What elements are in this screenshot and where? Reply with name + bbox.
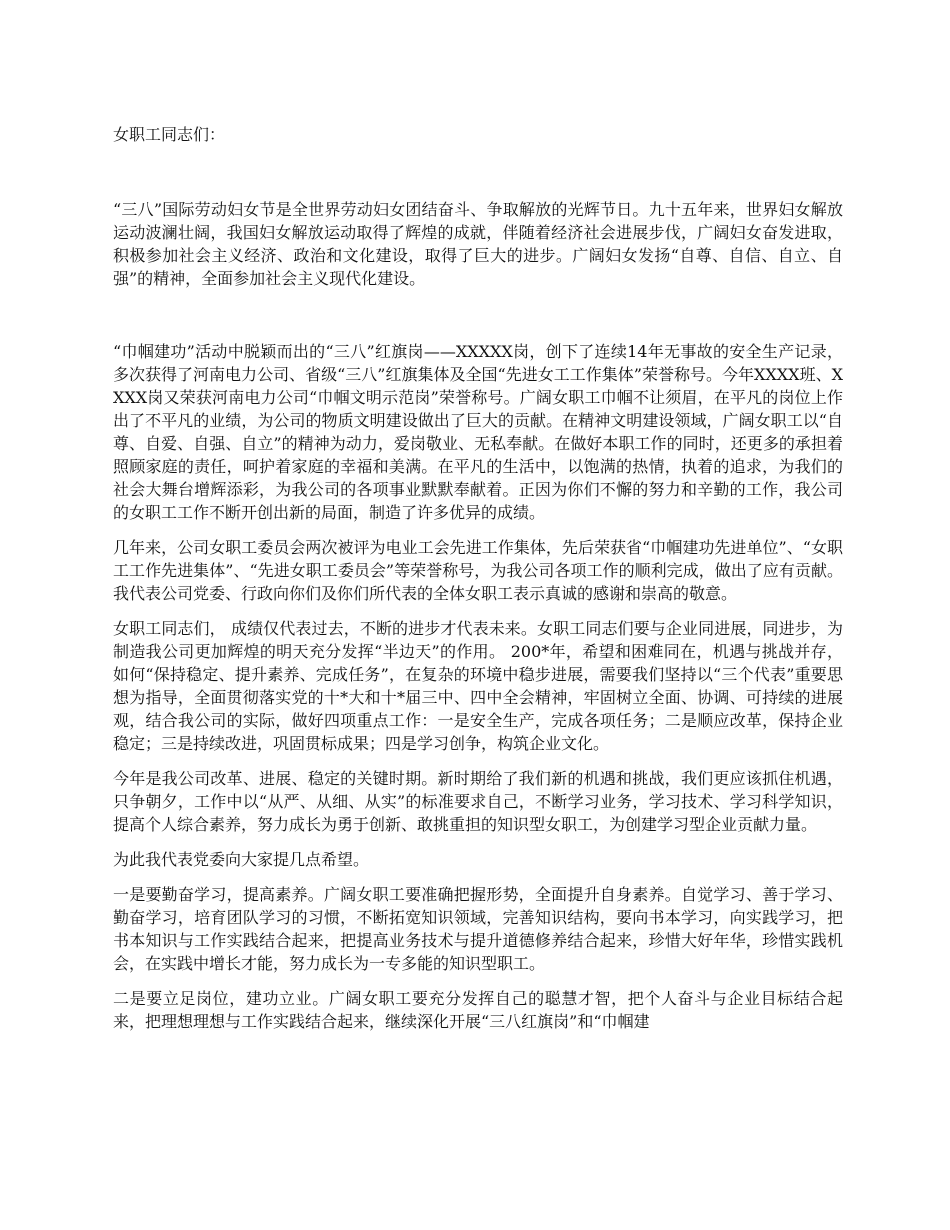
paragraph-hope-post: 二是要立足岗位，建功立业。广阔女职工要充分发挥自己的聪慧才智，把个人奋斗与企业目标结合起来，把理想理想与工作实践结合起来，继续深化开展“三八红旗岗”和“巾帼建: [113, 989, 843, 1031]
paragraph-future-progress: 女职工同志们， 成绩仅代表过去，不断的进步才代表未来。女职工同志们要与企业同进展，同进步，为制造我公司更加辉煌的明天充分发挥“半边天”的作用。 200*年，希望和困难同在，机遇与挑战并存，如何“保持稳定、提升素养、完成任务”，在复杂的环境中稳步进展，需要我们坚持以“三个代表”重要思想为指导，全面贯彻落实党的十*大和十*届三中、四中全会精神，牢固树立全面、协调、可持续的进展观，结合我公司的实际，做好四项重点工作：一是安全生产，完成各项任务；二是顺应改革，保持企业稳定；三是持续改进，巩固贯标成果；四是学习创争，构筑企业文化。: [113, 619, 843, 753]
document-page: [113, 123, 843, 1045]
paragraph-hope-study: 一是要勤奋学习，提高素养。广阔女职工要准确把握形势，全面提升自身素养。自觉学习、善于学习、勤奋学习，培育团队学习的习惯，不断拓宽知识领域，完善知识结构，要向书本学习，向实践学习，把书本知识与工作实践结合起来，把提高业务技术与提升道德修养结合起来，珍惜大好年华，珍惜实践机会，在实践中增长才能，努力成长为一专多能的知识型职工。: [113, 885, 843, 973]
greeting: 女职工同志们：: [113, 125, 226, 144]
paragraph-red-flag-post: “巾帼建功”活动中脱颖而出的“三八”红旗岗——XXXXX岗，创下了连续14年无事故的安全生产记录，多次获得了河南电力公司、省级“三八”红旗集体及全国“先进女工工作集体”荣誉称号。今年XXXX班、XXXX岗又荣获河南电力公司“巾帼文明示范岗”荣誉称号。广阔女职工巾帼不让须眉，在平凡的岗位上作出了不平凡的业绩，为公司的物质文明建设做出了巨大的贡献。在精神文明建设领域，广阔女职工以“自尊、自爱、自强、自立”的精神为动力，爱岗敬业、无私奉献。在做好本职工作的同时，还更多的承担着照顾家庭的责任，呵护着家庭的幸福和美满。在平凡的生活中，以饱满的热情，执着的追求，为我们的社会大舞台增辉添彩，为我公司的各项事业默默奉献着。正因为你们不懈的努力和辛勤的工作，我公司的女职工工作不断开创出新的局面，制造了许多优异的成绩。: [113, 342, 843, 522]
paragraph-womens-day: “三八”国际劳动妇女节是全世界劳动妇女团结奋斗、争取解放的光辉节日。九十五年来，世界妇女解放运动波澜壮阔，我国妇女解放运动取得了辉煌的成就，伴随着经济社会进展步伐，广阔妇女奋发进取，积极参加社会主义经济、政治和文化建设，取得了巨大的进步。广阔妇女发扬“自尊、自信、自立、自强”的精神，全面参加社会主义现代化建设。: [113, 200, 843, 288]
paragraph-hopes-intro: 为此我代表党委向大家提几点希望。: [113, 850, 370, 869]
paragraph-committee-honors: 几年来，公司女职工委员会两次被评为电业工会先进工作集体，先后荣获省“巾帼建功先进单位”、“女职工工作先进集体”、“先进女职工委员会”等荣誉称号，为我公司各项工作的顺利完成，做出了应有贡献。我代表公司党委、行政向你们及你们所代表的全体女职工表示真诚的感谢和崇高的敬意。: [113, 538, 843, 603]
paragraph-key-period: 今年是我公司改革、进展、稳定的关键时期。新时期给了我们新的机遇和挑战，我们更应该抓住机遇，只争朝夕，工作中以“从严、从细、从实”的标准要求自己，不断学习业务，学习技术、学习科学知识，提高个人综合素养，努力成长为勇于创新、敢挑重担的知识型女职工，为创建学习型企业贡献力量。: [113, 769, 843, 834]
